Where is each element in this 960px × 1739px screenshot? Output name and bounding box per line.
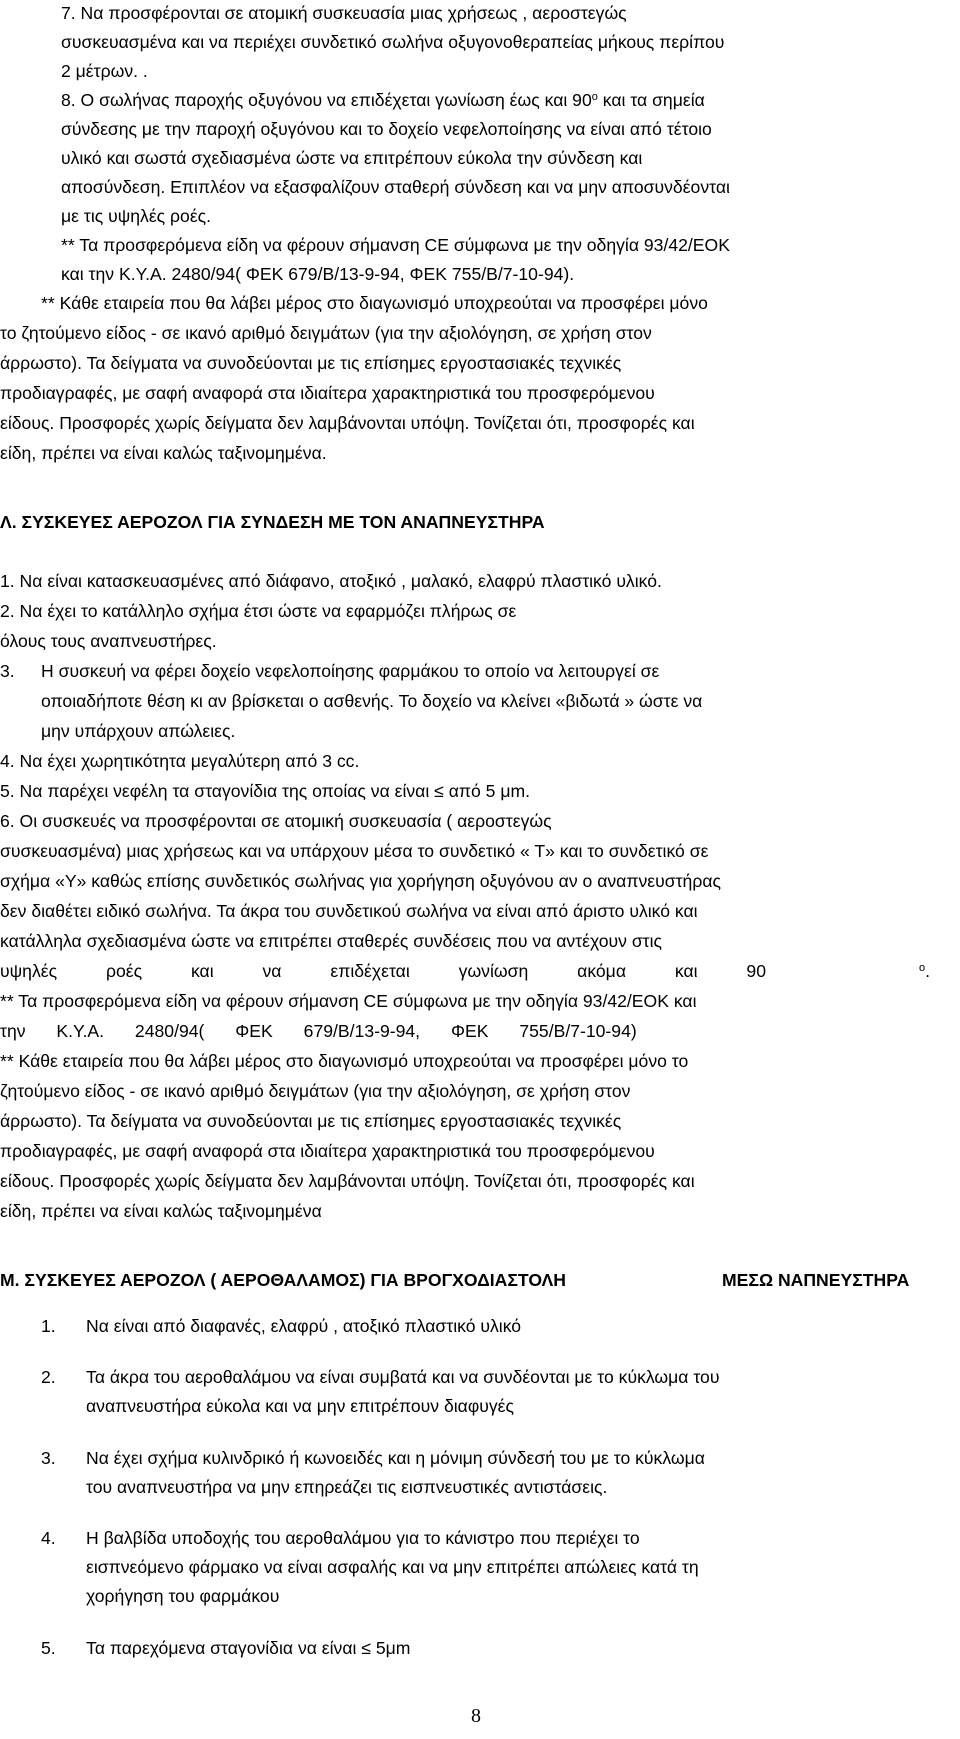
text-line: κατάλληλα σχεδιασμένα ώστε να επιτρέπει σταθερές συνδέσεις που να αντέχουν στις	[0, 931, 663, 951]
list-item-number: 4.	[41, 1528, 56, 1548]
list-item: όλους τους αναπνευστήρες.	[0, 631, 217, 651]
text-line: σύνδεσης με την παροχή οξυγόνου και το δοχείο νεφελοποίησης να είναι από τέτοιο	[61, 119, 712, 139]
list-item: Η συσκευή να φέρει δοχείο νεφελοποίησης φαρμάκου το οποίο να λειτουργεί σε	[41, 661, 660, 681]
text-line: είδη, πρέπει να είναι καλώς ταξινομημένα	[0, 1201, 322, 1221]
list-item-number: 2.	[41, 1367, 56, 1387]
list-item: Η βαλβίδα υποδοχής του αεροθαλάμου για το κάνιστρο που περιέχει το	[86, 1528, 640, 1548]
list-item: Τα παρεχόμενα σταγονίδια να είναι ≤ 5μm	[86, 1638, 411, 1658]
page-number: 8	[471, 1705, 481, 1727]
list-item: 6. Οι συσκευές να προσφέρονται σε ατομική συσκευασία ( αεροστεγώς	[0, 811, 552, 831]
text-line	[0, 958, 930, 985]
text-line: δεν διαθέτει ειδικό σωλήνα. Τα άκρα του συνδετικού σωλήνα να είναι από άριστο υλικό και	[0, 901, 698, 921]
text-line: ** Τα προσφερόμενα είδη να φέρουν σήμανση CE σύμφωνα με την οδηγία 93/42/ΕΟΚ	[61, 235, 730, 255]
text-line: 7. Να προσφέρονται σε ατομική συσκευασία μιας χρήσεως , αεροστεγώς	[61, 3, 627, 23]
text-line: την Κ.Υ.Α. 2480/94( ΦΕΚ 679/Β/13-9-94, ΦΕΚ 755/Β/7-10-94)	[0, 1021, 637, 1041]
text-line: με τις υψηλές ροές.	[61, 206, 212, 226]
text-line: προδιαγραφές, με σαφή αναφορά στα ιδιαίτερα χαρακτηριστικά του προσφερόμενου	[0, 1141, 655, 1161]
list-item: χορήγηση του φαρμάκου	[86, 1586, 280, 1606]
text-line-fragment: υψηλές ροές και να επιδέχεται γωνίωση ακόμα και 90	[0, 961, 767, 981]
list-item-number: 3.	[41, 1448, 56, 1468]
section-heading-right: ΜΕΣΩ ΝΑΠΝΕΥΣΤΗΡΑ	[722, 1270, 910, 1290]
text-line: ζητούμενο είδος - σε ικανό αριθμό δειγμάτων (για την αξιολόγηση, σε χρήση στον	[0, 1081, 631, 1101]
text-line: είδους. Προσφορές χωρίς δείγματα δεν λαμβάνονται υπόψη. Τονίζεται ότι, προσφορές και	[0, 413, 695, 433]
text-line: προδιαγραφές, με σαφή αναφορά στα ιδιαίτερα χαρακτηριστικά του προσφερόμενου	[0, 383, 655, 403]
list-item: οποιαδήποτε θέση κι αν βρίσκεται ο ασθενής. Το δοχείο να κλείνει «βιδωτά » ώστε να	[41, 691, 703, 711]
text-line: 2 μέτρων. .	[61, 61, 148, 81]
section-heading: Λ. ΣΥΣΚΕΥΕΣ ΑΕΡΟΖΟΛ ΓΙΑ ΣΥΝΔΕΣΗ ΜΕ ΤΟΝ ΑΝΑΠΝΕΥΣΤΗΡΑ	[0, 512, 545, 532]
list-item: 5. Να παρέχει νεφέλη τα σταγονίδια της οποίας να είναι ≤ από 5 μm.	[0, 781, 531, 801]
list-item: 4. Να έχει χωρητικότητα μεγαλύτερη από 3 cc.	[0, 751, 360, 771]
list-item-number: 3.	[0, 661, 15, 681]
section-heading: Μ. ΣΥΣΚΕΥΕΣ ΑΕΡΟΖΟΛ ( ΑΕΡΟΘΑΛΑΜΟΣ) ΓΙΑ ΒΡΟΓΧΟΔΙΑΣΤΟΛΗ	[0, 1270, 566, 1290]
list-item: αναπνευστήρα εύκολα και να μην επιτρέπουν διαφυγές	[86, 1396, 514, 1416]
text-line: συσκευασμένα και να περιέχει συνδετικό σωλήνα οξυγονοθεραπείας μήκους περίπου	[61, 32, 725, 52]
list-item: 2. Να έχει το κατάλληλο σχήμα έτσι ώστε να εφαρμόζει πλήρως σε	[0, 601, 517, 621]
text-line: άρρωστο). Τα δείγματα να συνοδεύονται με τις επίσημες εργοστασιακές τεχνικές	[0, 1111, 622, 1131]
list-item-number: 5.	[41, 1638, 56, 1658]
text-line: είδη, πρέπει να είναι καλώς ταξινομημένα.	[0, 443, 327, 463]
text-line-fragment: $^o$.	[918, 961, 930, 981]
list-item-number: 1.	[41, 1316, 56, 1336]
text-line: αποσύνδεση. Επιπλέον να εξασφαλίζουν σταθερή σύνδεση και να μην αποσυνδέονται	[61, 177, 730, 197]
text-line: ** Τα προσφερόμενα είδη να φέρουν σήμανση CE σύμφωνα με την οδηγία 93/42/ΕΟΚ και	[0, 991, 697, 1011]
list-item: μην υπάρχουν απώλειες.	[41, 721, 236, 741]
list-item: 1. Να είναι κατασκευασμένες από διάφανο, ατοξικό , μαλακό, ελαφρύ πλαστικό υλικό.	[0, 571, 662, 591]
text-line: σχήμα «Υ» καθώς επίσης συνδετικός σωλήνας για χορήγηση οξυγόνου αν ο αναπνευστήρας	[0, 871, 721, 891]
text-line: το ζητούμενο είδος - σε ικανό αριθμό δειγμάτων (για την αξιολόγηση, σε χρήση στον	[0, 323, 652, 343]
text-line: και την Κ.Υ.Α. 2480/94( ΦΕΚ 679/Β/13-9-94, ΦΕΚ 755/Β/7-10-94).	[61, 264, 575, 284]
list-item: Να είναι από διαφανές, ελαφρύ , ατοξικό πλαστικό υλικό	[86, 1316, 522, 1336]
list-item: Τα άκρα του αεροθαλάμου να είναι συμβατά και να συνδέονται με το κύκλωμα του	[86, 1367, 720, 1387]
list-item: Να έχει σχήμα κυλινδρικό ή κωνοειδές και η μόνιμη σύνδεσή του με το κύκλωμα	[86, 1448, 705, 1468]
text-line: 8. Ο σωλήνας παροχής οξυγόνου να επιδέχεται γωνίωση έως και $90^o$ και τα σημεία	[61, 90, 705, 110]
text-line: ** Κάθε εταιρεία που θα λάβει μέρος στο διαγωνισμό υποχρεούται να προσφέρει μόνο	[41, 293, 708, 313]
text-line: άρρωστο). Τα δείγματα να συνοδεύονται με τις επίσημες εργοστασιακές τεχνικές	[0, 353, 622, 373]
text-line: υλικό και σωστά σχεδιασμένα ώστε να επιτρέπουν εύκολα την σύνδεση και	[61, 148, 643, 168]
list-item: του αναπνευστήρα να μην επηρεάζει τις εισπνευστικές αντιστάσεις.	[86, 1477, 608, 1497]
list-item: εισπνεόμενο φάρμακο να είναι ασφαλής και να μην επιτρέπει απώλειες κατά τη	[86, 1557, 699, 1577]
text-line: ** Κάθε εταιρεία που θα λάβει μέρος στο διαγωνισμό υποχρεούται να προσφέρει μόνο το	[0, 1051, 689, 1071]
text-line: είδους. Προσφορές χωρίς δείγματα δεν λαμβάνονται υπόψη. Τονίζεται ότι, προσφορές και	[0, 1171, 695, 1191]
text-line: συσκευασμένα) μιας χρήσεως και να υπάρχουν μέσα το συνδετικό « Τ» και το συνδετικό σε	[0, 841, 709, 861]
